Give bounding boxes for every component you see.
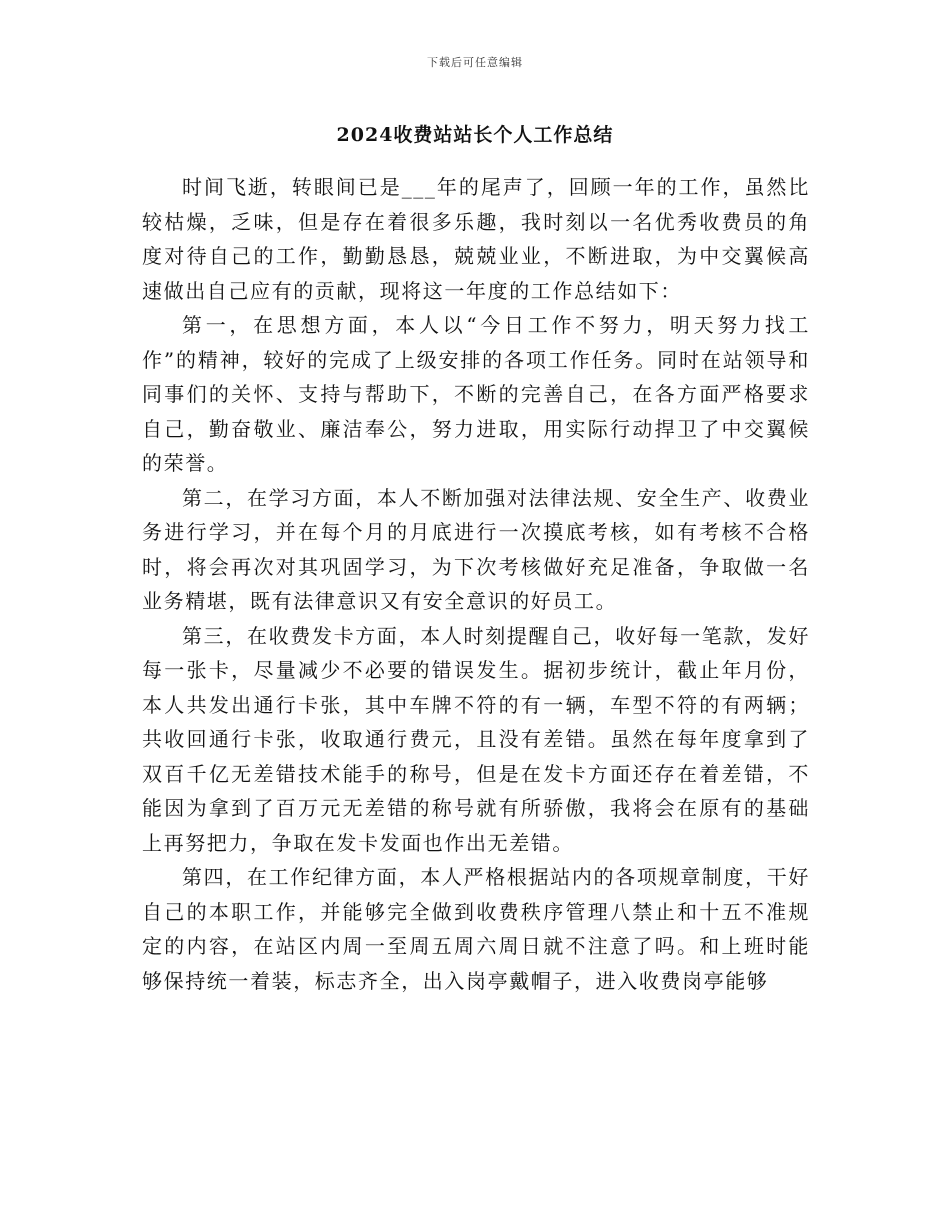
paragraph-discipline: 第四，在工作纪律方面，本人严格根据站内的各项规章制度，干好自己的本职工作，并能够完全做到收费秩序管理八禁止和十五不准规定的内容，在站区内周一至周五周六周日就不注意了吗。和上班时能够保持统一着装，标志齐全，出入岗亭戴帽子，进入收费岗亭能够 (142, 865, 810, 993)
page-header-note: 下载后可任意编辑 (427, 56, 523, 69)
document-body (142, 170, 810, 998)
paragraph-intro: 时间飞逝，转眼间已是___年的尾声了，回顾一年的工作，虽然比较枯燥，乏味，但是存在着很多乐趣，我时刻以一名优秀收费员的角度对待自己的工作，勤勤恳恳，兢兢业业，不断进取，为中交翼候高速做出自己应有的贡献，现将这一年度的工作总结如下： (142, 175, 810, 303)
document-title: 2024收费站站长个人工作总结 (336, 124, 614, 146)
paragraph-study: 第二，在学习方面，本人不断加强对法律法规、安全生产、收费业务进行学习，并在每个月的月底进行一次摸底考核，如有考核不合格时，将会再次对其巩固学习，为下次考核做好充足准备，争取做一名业务精堪，既有法律意识又有安全意识的好员工。 (142, 485, 810, 613)
paragraph-ideology: 第一，在思想方面，本人以“今日工作不努力，明天努力找工作”的精神，较好的完成了上级安排的各项工作任务。同时在站领导和同事们的关怀、支持与帮助下，不断的完善自己，在各方面严格要求自己，勤奋敬业、廉洁奉公，努力进取，用实际行动捍卫了中交翼候的荣誉。 (142, 313, 810, 475)
paragraph-toll-cards: 第三，在收费发卡方面，本人时刻提醒自己，收好每一笔款，发好每一张卡，尽量减少不必要的错误发生。据初步统计，截止年月份，本人共发出通行卡张，其中车牌不符的有一辆，车型不符的有两辆；共收回通行卡张，收取通行费元，且没有差错。虽然在每年度拿到了双百千亿无差错技术能手的称号，但是在发卡方面还存在着差错，不能因为拿到了百万元无差错的称号就有所骄傲，我将会在原有的基础上再努把力，争取在发卡发面也作出无差错。 (142, 623, 810, 855)
